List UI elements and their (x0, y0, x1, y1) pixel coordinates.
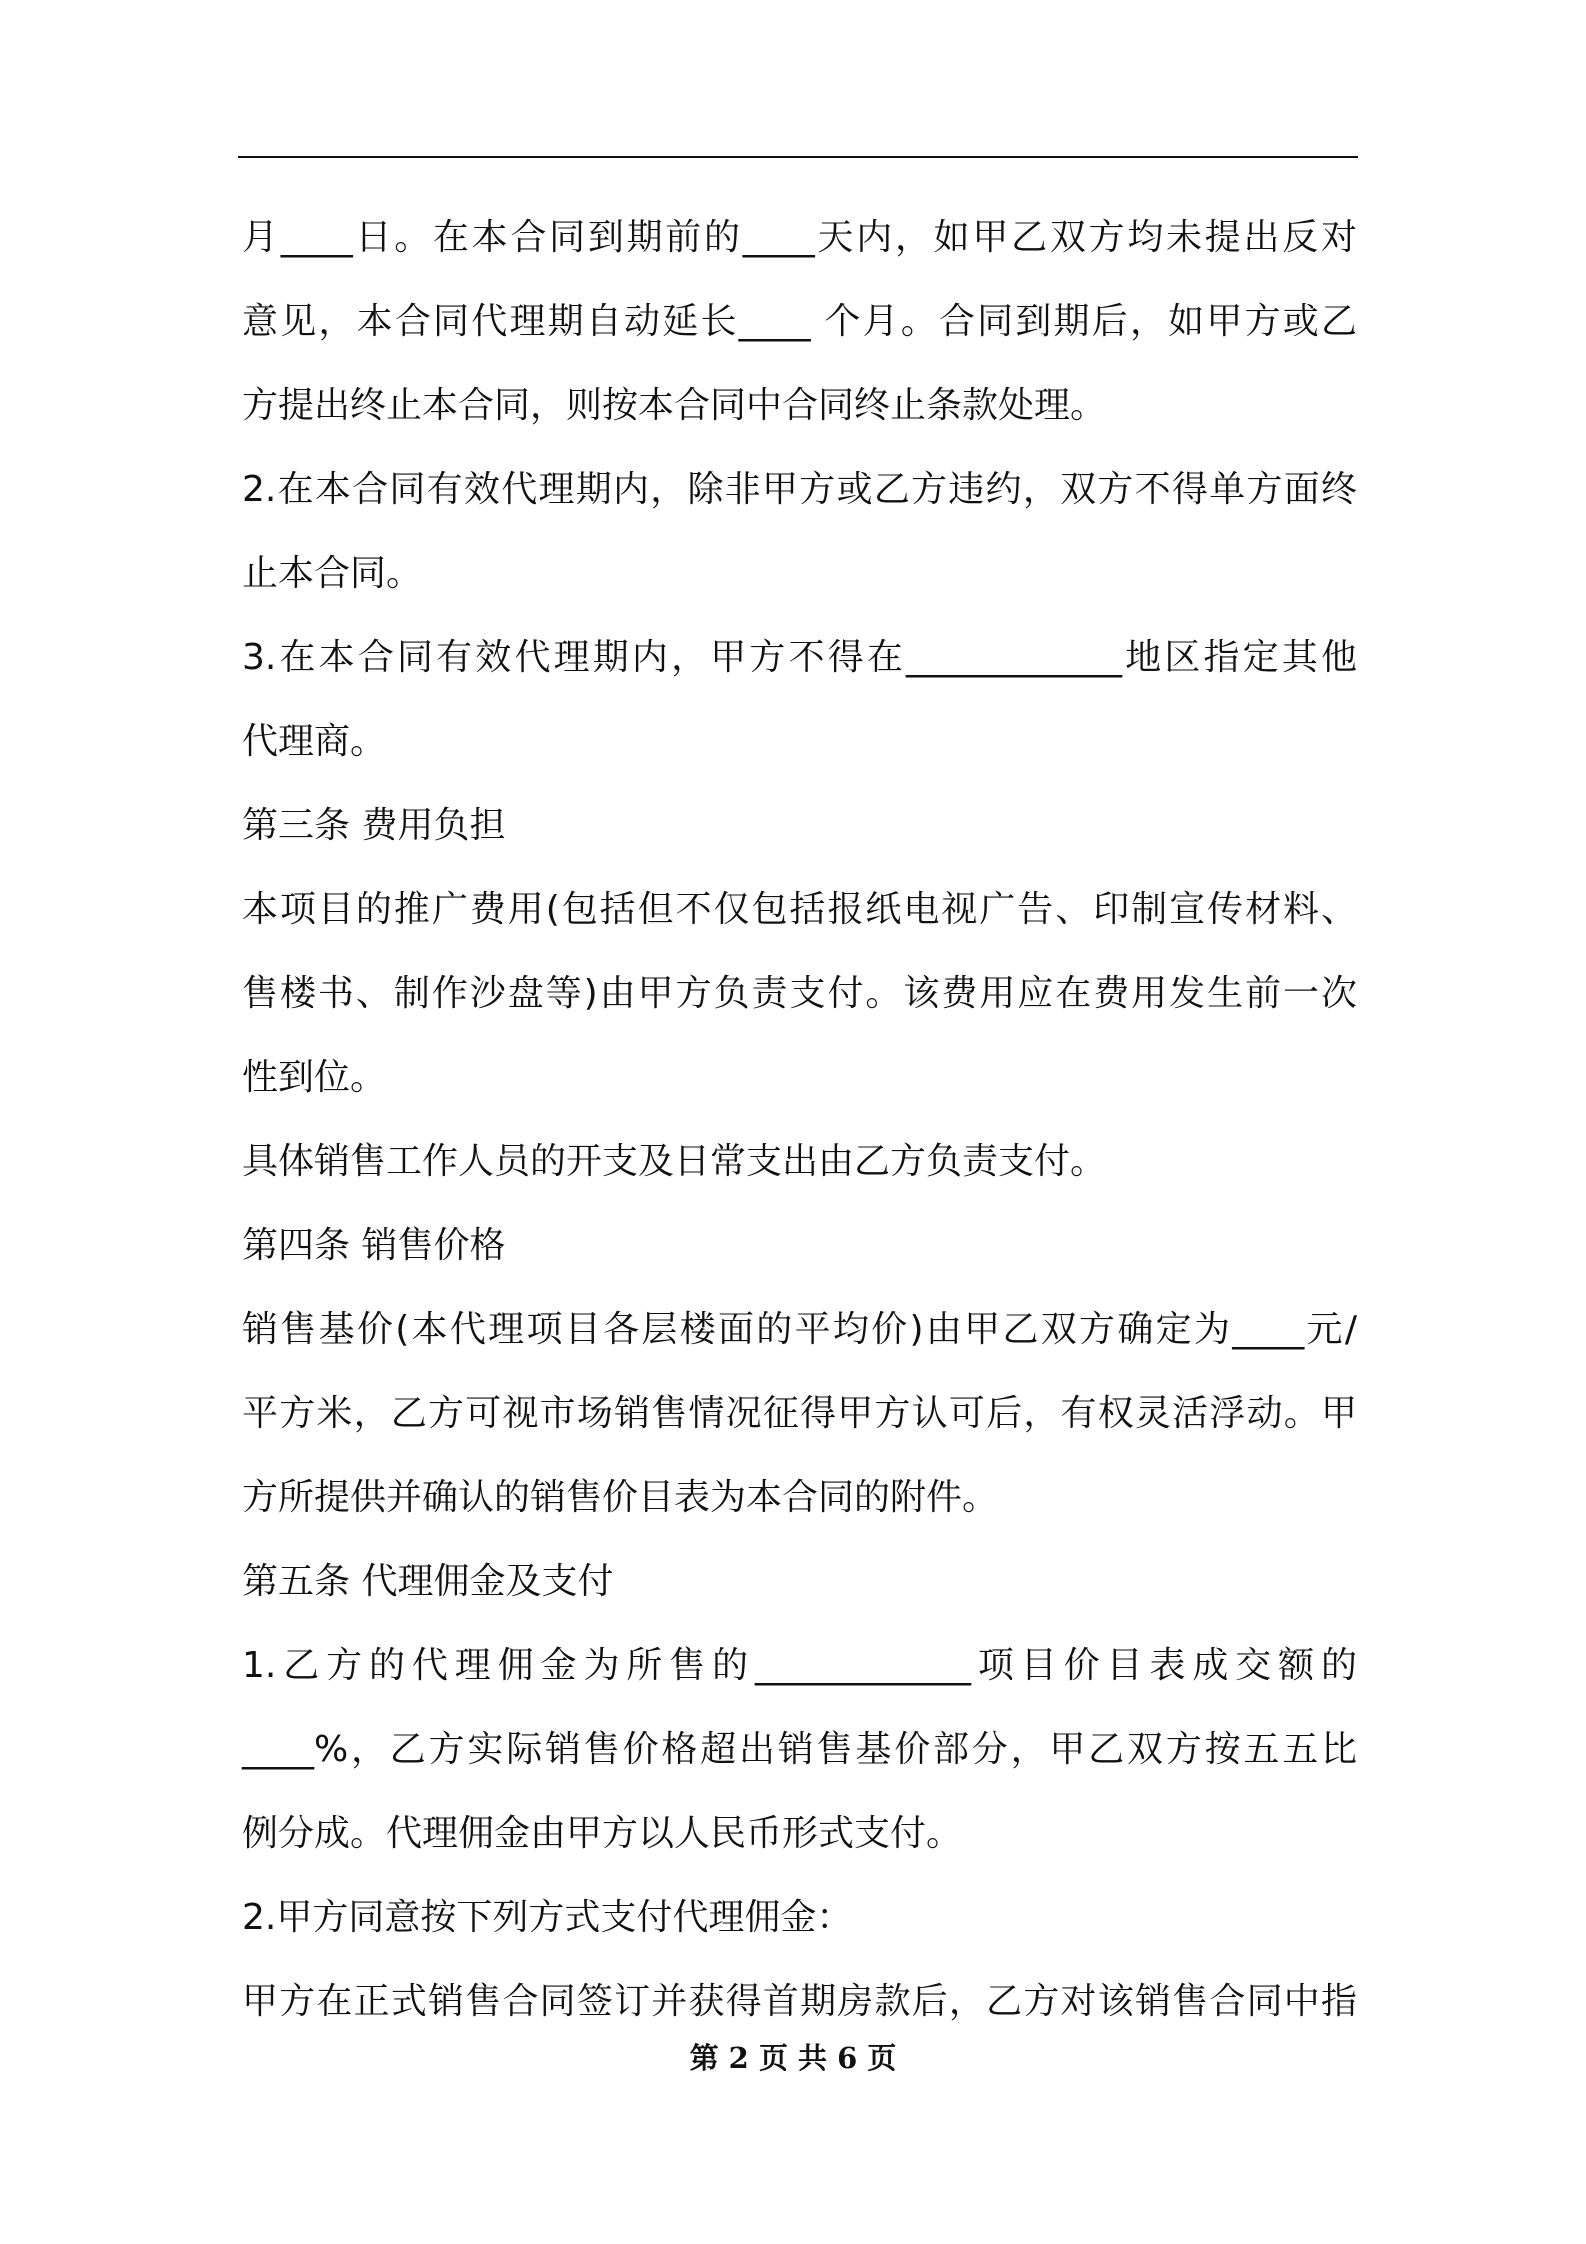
text-line: 方提出终止本合同，则按本合同中合同终止条款处理。 (242, 385, 1107, 426)
text-line: 售楼书、制作沙盘等)由甲方负责支付。该费用应在费用发生前一次 (242, 973, 1357, 1014)
text-line: 代理商。 (242, 721, 387, 762)
header-rule (238, 156, 1358, 158)
text-line: 本项目的推广费用(包括但不仅包括报纸电视广告、印制宣传材料、 (242, 889, 1357, 930)
text-line: 具体销售工作人员的开支及日常支出由乙方负责支付。 (242, 1141, 1107, 1182)
text-line: 甲方在正式销售合同签订并获得首期房款后，乙方对该销售合同中指 (242, 1981, 1357, 2022)
article-4-heading: 第四条 销售价格 (242, 1225, 506, 1266)
clause-2-line: 2.甲方同意按下列方式支付代理佣金： (242, 1897, 853, 1938)
text-line: 方所提供并确认的销售价目表为本合同的附件。 (242, 1477, 999, 1518)
contract-body (242, 196, 1357, 2044)
text-line: ____%，乙方实际销售价格超出销售基价部分，甲乙双方按五五比 (242, 1729, 1357, 1770)
clause-1-line: 1.乙方的代理佣金为所售的____________项目价目表成交额的 (242, 1645, 1357, 1686)
text-line: 性到位。 (242, 1057, 387, 1098)
article-3-heading: 第三条 费用负担 (242, 805, 506, 846)
text-line: 平方米，乙方可视市场销售情况征得甲方认可后，有权灵活浮动。甲 (242, 1393, 1357, 1434)
text-line: 销售基价(本代理项目各层楼面的平均价)由甲乙双方确定为____元/ (242, 1309, 1357, 1350)
page-number-footer: 第 2 页 共 6 页 (689, 2041, 897, 2075)
text-line: 止本合同。 (242, 553, 423, 594)
article-5-heading: 第五条 代理佣金及支付 (242, 1561, 614, 1602)
text-line: 月____日。在本合同到期前的____天内，如甲乙双方均未提出反对 (242, 217, 1357, 258)
text-line: 例分成。代理佣金由甲方以人民币形式支付。 (242, 1813, 963, 1854)
clause-2-line: 2.在本合同有效代理期内，除非甲方或乙方违约，双方不得单方面终 (242, 469, 1357, 510)
text-line: 意见，本合同代理期自动延长____ 个月。合同到期后，如甲方或乙 (242, 301, 1357, 342)
clause-3-line: 3.在本合同有效代理期内，甲方不得在____________地区指定其他 (242, 637, 1357, 678)
